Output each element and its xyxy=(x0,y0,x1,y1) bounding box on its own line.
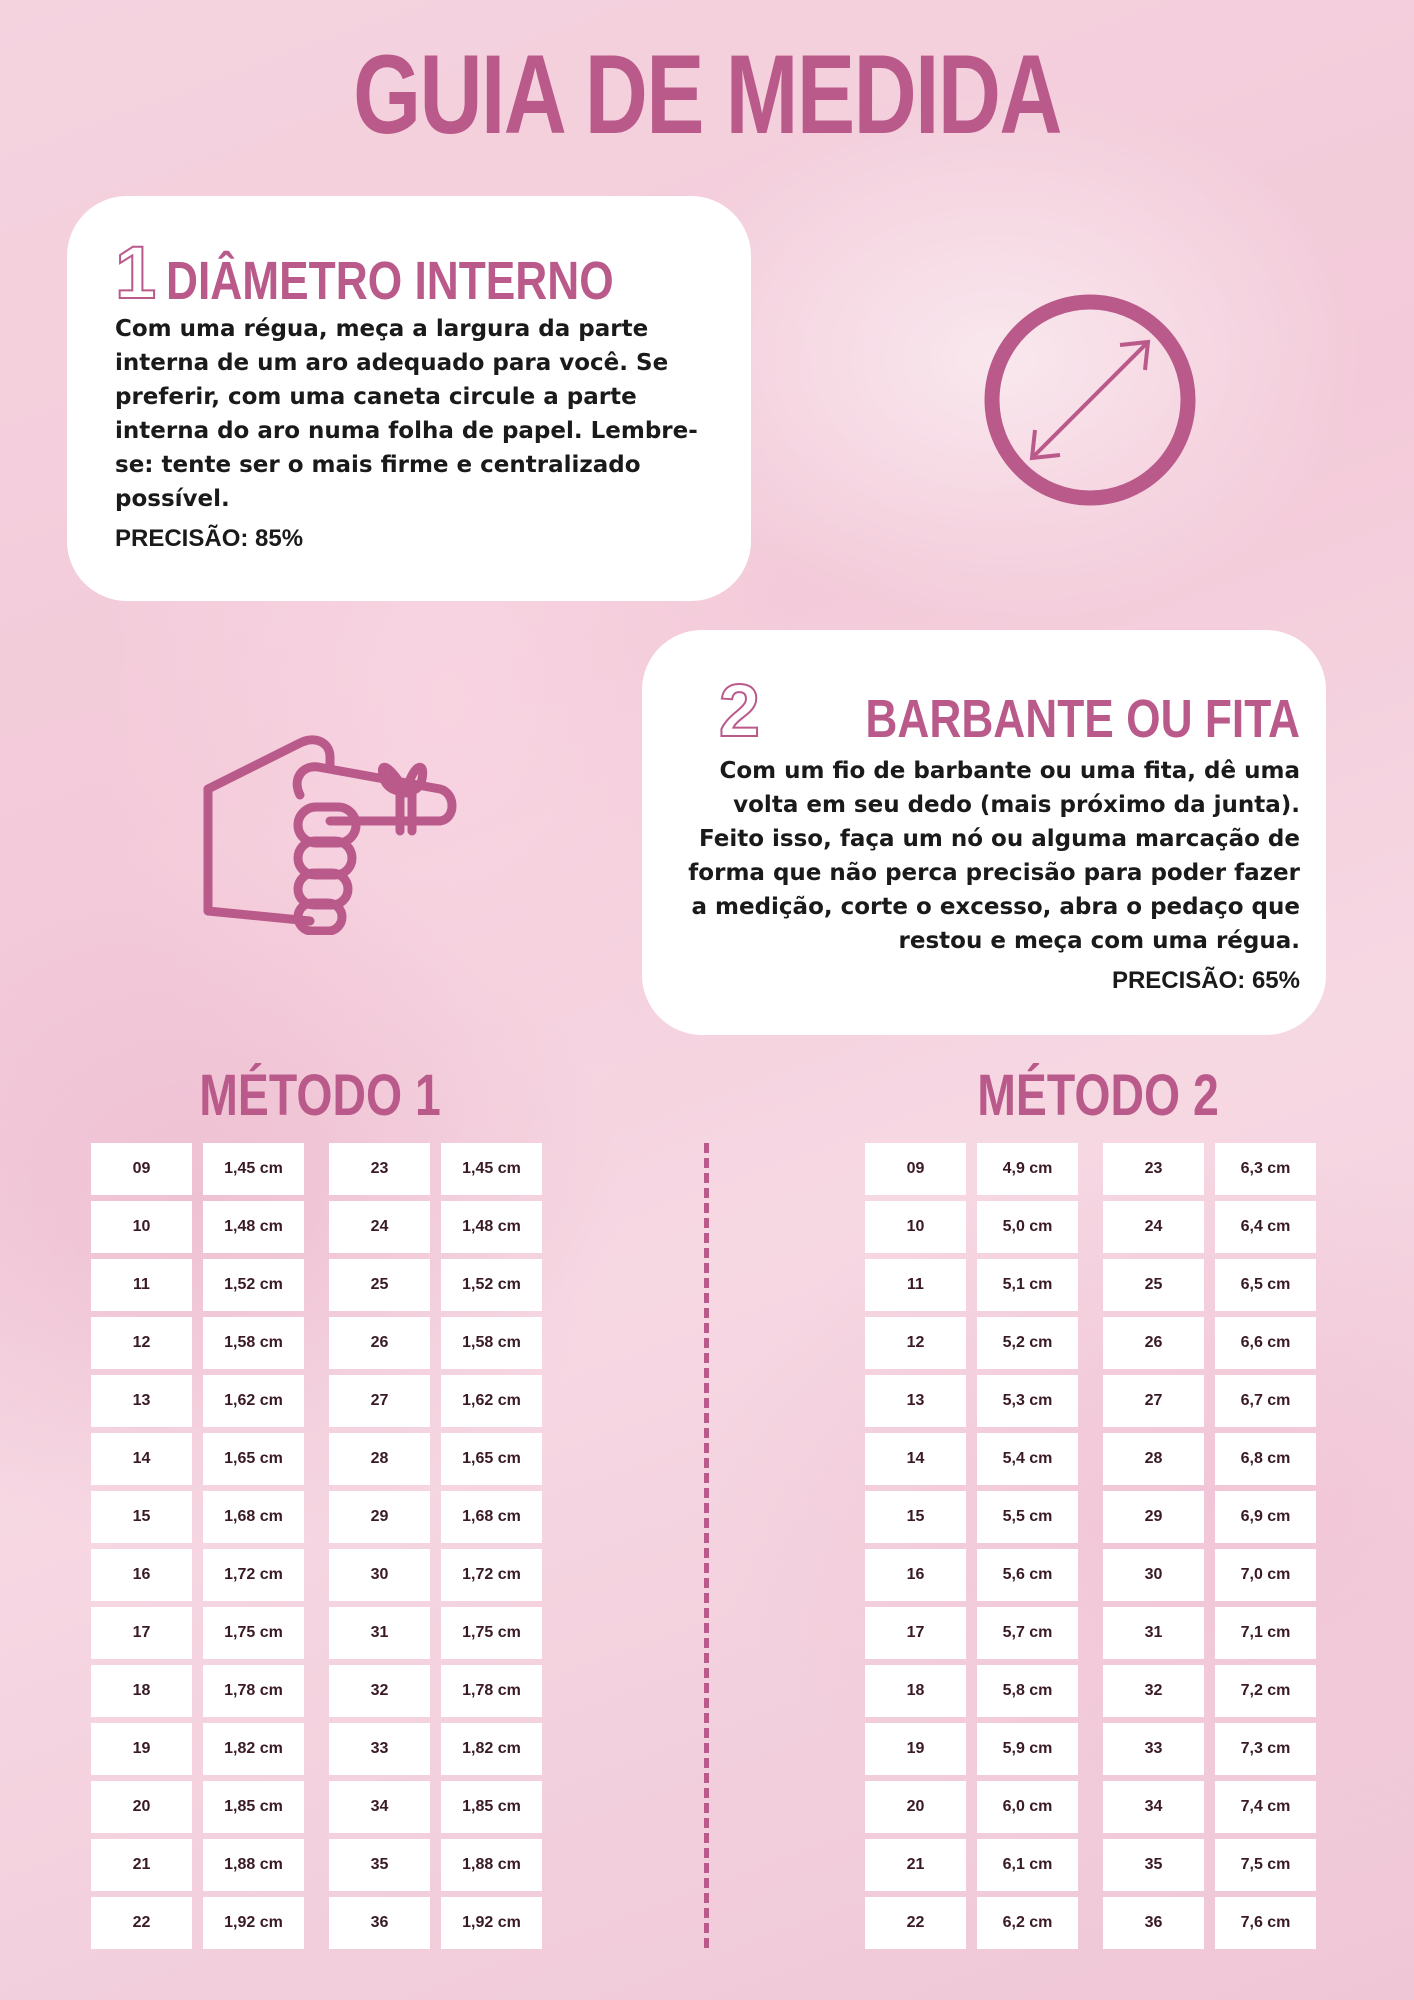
table-row xyxy=(91,1723,542,1775)
measure-cell: 5,6 cm xyxy=(977,1549,1078,1601)
card-heading: DIÂMETRO INTERNO xyxy=(166,251,614,311)
measure-cell: 6,0 cm xyxy=(977,1781,1078,1833)
ring-size-cell: 27 xyxy=(1103,1375,1204,1427)
measure-cell: 1,62 cm xyxy=(441,1375,542,1427)
measure-cell: 1,48 cm xyxy=(203,1201,304,1253)
table-row xyxy=(865,1375,1316,1427)
measure-cell: 6,4 cm xyxy=(1215,1201,1316,1253)
ring-size-cell: 09 xyxy=(865,1143,966,1195)
measure-cell: 1,48 cm xyxy=(441,1201,542,1253)
table-row xyxy=(91,1143,542,1195)
measure-cell: 1,88 cm xyxy=(203,1839,304,1891)
measure-cell: 6,2 cm xyxy=(977,1897,1078,1949)
table-row xyxy=(91,1839,542,1891)
finger-string-icon xyxy=(200,735,460,935)
ring-size-cell: 36 xyxy=(329,1897,430,1949)
ring-size-cell: 34 xyxy=(329,1781,430,1833)
table-row xyxy=(865,1201,1316,1253)
table-row xyxy=(865,1259,1316,1311)
ring-size-cell: 20 xyxy=(865,1781,966,1833)
table-row xyxy=(865,1549,1316,1601)
measure-cell: 7,0 cm xyxy=(1215,1549,1316,1601)
method-2-title: MÉTODO 2 xyxy=(977,1063,1219,1128)
measure-cell: 1,92 cm xyxy=(441,1897,542,1949)
ring-size-cell: 21 xyxy=(91,1839,192,1891)
ring-size-cell: 30 xyxy=(1103,1549,1204,1601)
table-row xyxy=(865,1897,1316,1949)
ring-size-cell: 30 xyxy=(329,1549,430,1601)
measure-cell: 1,68 cm xyxy=(203,1491,304,1543)
ring-size-cell: 33 xyxy=(1103,1723,1204,1775)
measure-cell: 1,82 cm xyxy=(441,1723,542,1775)
ring-size-cell: 23 xyxy=(1103,1143,1204,1195)
ring-size-cell: 33 xyxy=(329,1723,430,1775)
measure-cell: 1,68 cm xyxy=(441,1491,542,1543)
ring-size-cell: 26 xyxy=(329,1317,430,1369)
ring-size-cell: 18 xyxy=(865,1665,966,1717)
ring-size-cell: 14 xyxy=(865,1433,966,1485)
ring-size-cell: 31 xyxy=(1103,1607,1204,1659)
ring-size-cell: 35 xyxy=(329,1839,430,1891)
ring-diameter-icon xyxy=(980,290,1200,510)
measure-cell: 7,1 cm xyxy=(1215,1607,1316,1659)
ring-size-cell: 13 xyxy=(865,1375,966,1427)
measure-cell: 1,52 cm xyxy=(441,1259,542,1311)
measure-cell: 1,58 cm xyxy=(441,1317,542,1369)
measure-cell: 7,6 cm xyxy=(1215,1897,1316,1949)
table-row xyxy=(91,1201,542,1253)
table-row xyxy=(865,1665,1316,1717)
table-row xyxy=(865,1143,1316,1195)
ring-size-cell: 19 xyxy=(91,1723,192,1775)
measure-cell: 4,9 cm xyxy=(977,1143,1078,1195)
measure-cell: 1,85 cm xyxy=(203,1781,304,1833)
measure-cell: 6,3 cm xyxy=(1215,1143,1316,1195)
measure-cell: 1,88 cm xyxy=(441,1839,542,1891)
card-header xyxy=(115,231,712,314)
ring-size-cell: 35 xyxy=(1103,1839,1204,1891)
measure-cell: 6,9 cm xyxy=(1215,1491,1316,1543)
table-row xyxy=(865,1317,1316,1369)
measure-cell: 1,62 cm xyxy=(203,1375,304,1427)
measure-cell: 6,8 cm xyxy=(1215,1433,1316,1485)
ring-size-cell: 11 xyxy=(91,1259,192,1311)
ring-size-cell: 28 xyxy=(329,1433,430,1485)
ring-size-cell: 31 xyxy=(329,1607,430,1659)
ring-size-cell: 24 xyxy=(1103,1201,1204,1253)
measure-cell: 1,72 cm xyxy=(441,1549,542,1601)
table-row xyxy=(865,1723,1316,1775)
measure-cell: 1,78 cm xyxy=(203,1665,304,1717)
table-row xyxy=(91,1433,542,1485)
ring-size-cell: 25 xyxy=(1103,1259,1204,1311)
step-number: 2 xyxy=(718,669,761,752)
ring-size-cell: 12 xyxy=(91,1317,192,1369)
ring-size-cell: 29 xyxy=(1103,1491,1204,1543)
table-row xyxy=(91,1781,542,1833)
ring-size-cell: 10 xyxy=(91,1201,192,1253)
ring-size-cell: 18 xyxy=(91,1665,192,1717)
ring-size-cell: 23 xyxy=(329,1143,430,1195)
ring-size-cell: 11 xyxy=(865,1259,966,1311)
measure-cell: 1,52 cm xyxy=(203,1259,304,1311)
measure-cell: 1,75 cm xyxy=(203,1607,304,1659)
measure-cell: 1,82 cm xyxy=(203,1723,304,1775)
ring-size-cell: 17 xyxy=(865,1607,966,1659)
measure-cell: 5,2 cm xyxy=(977,1317,1078,1369)
ring-size-cell: 29 xyxy=(329,1491,430,1543)
card-header xyxy=(718,669,1300,752)
precision-label: PRECISÃO: 85% xyxy=(115,525,304,552)
measure-cell: 7,4 cm xyxy=(1215,1781,1316,1833)
ring-size-cell: 25 xyxy=(329,1259,430,1311)
ring-size-cell: 26 xyxy=(1103,1317,1204,1369)
ring-size-cell: 13 xyxy=(91,1375,192,1427)
measure-cell: 1,85 cm xyxy=(441,1781,542,1833)
ring-size-cell: 28 xyxy=(1103,1433,1204,1485)
table-row xyxy=(91,1897,542,1949)
ring-size-cell: 09 xyxy=(91,1143,192,1195)
table-row xyxy=(91,1317,542,1369)
measure-cell: 1,65 cm xyxy=(441,1433,542,1485)
table-row xyxy=(865,1433,1316,1485)
table-row xyxy=(865,1491,1316,1543)
table-row xyxy=(91,1665,542,1717)
method-card-string-tape xyxy=(642,630,1326,1035)
ring-size-cell: 36 xyxy=(1103,1897,1204,1949)
method-1-table xyxy=(91,1143,542,1955)
ring-size-cell: 14 xyxy=(91,1433,192,1485)
ring-size-cell: 27 xyxy=(329,1375,430,1427)
card-text: Com uma régua, meça a largura da parte interna de um aro adequado para você. Se preferir, com uma caneta circule a parte interna do aro numa folha de papel. Lembre-se: tente ser o mais firme e centralizado possível. xyxy=(115,316,698,512)
ring-size-cell: 10 xyxy=(865,1201,966,1253)
measure-cell: 1,65 cm xyxy=(203,1433,304,1485)
measure-cell: 1,72 cm xyxy=(203,1549,304,1601)
ring-size-cell: 16 xyxy=(865,1549,966,1601)
step-number: 1 xyxy=(115,231,157,314)
measure-cell: 7,5 cm xyxy=(1215,1839,1316,1891)
precision-label: PRECISÃO: 65% xyxy=(1111,967,1300,994)
measure-cell: 6,5 cm xyxy=(1215,1259,1316,1311)
measure-cell: 6,1 cm xyxy=(977,1839,1078,1891)
table-row xyxy=(91,1375,542,1427)
ring-size-cell: 32 xyxy=(329,1665,430,1717)
ring-size-cell: 17 xyxy=(91,1607,192,1659)
measure-cell: 5,8 cm xyxy=(977,1665,1078,1717)
ring-size-cell: 19 xyxy=(865,1723,966,1775)
measure-cell: 5,1 cm xyxy=(977,1259,1078,1311)
table-row xyxy=(91,1491,542,1543)
card-description xyxy=(670,754,1300,998)
measure-cell: 1,45 cm xyxy=(441,1143,542,1195)
measure-cell: 1,92 cm xyxy=(203,1897,304,1949)
page-title: GUIA DE MEDIDA xyxy=(353,32,1061,157)
card-text: Com um fio de barbante ou uma fita, dê uma volta em seu dedo (mais próximo da junta). Feito isso, faça um nó ou alguma marcação de forma que não perca precisão para poder fazer a medição, corte o excesso, abra o pedaço que restou e meça com uma régua. xyxy=(688,758,1300,954)
ring-size-cell: 22 xyxy=(91,1897,192,1949)
measure-cell: 5,7 cm xyxy=(977,1607,1078,1659)
measure-cell: 5,0 cm xyxy=(977,1201,1078,1253)
method-1-title: MÉTODO 1 xyxy=(199,1063,441,1128)
table-row xyxy=(865,1839,1316,1891)
measure-cell: 6,6 cm xyxy=(1215,1317,1316,1369)
card-description xyxy=(115,312,715,556)
ring-size-cell: 34 xyxy=(1103,1781,1204,1833)
ring-size-cell: 15 xyxy=(91,1491,192,1543)
method-2-table xyxy=(865,1143,1316,1955)
ring-size-cell: 22 xyxy=(865,1897,966,1949)
measure-cell: 5,4 cm xyxy=(977,1433,1078,1485)
ring-size-cell: 24 xyxy=(329,1201,430,1253)
measure-cell: 5,5 cm xyxy=(977,1491,1078,1543)
measure-cell: 5,3 cm xyxy=(977,1375,1078,1427)
table-row xyxy=(91,1607,542,1659)
ring-size-cell: 20 xyxy=(91,1781,192,1833)
measure-cell: 5,9 cm xyxy=(977,1723,1078,1775)
ring-size-cell: 12 xyxy=(865,1317,966,1369)
dashed-divider xyxy=(704,1143,709,1948)
measure-cell: 1,45 cm xyxy=(203,1143,304,1195)
ring-size-cell: 15 xyxy=(865,1491,966,1543)
measure-cell: 7,3 cm xyxy=(1215,1723,1316,1775)
card-heading: BARBANTE OU FITA xyxy=(865,689,1300,749)
measure-cell: 1,78 cm xyxy=(441,1665,542,1717)
measure-cell: 7,2 cm xyxy=(1215,1665,1316,1717)
method-card-inner-diameter xyxy=(67,196,751,601)
ring-size-cell: 21 xyxy=(865,1839,966,1891)
ring-size-cell: 16 xyxy=(91,1549,192,1601)
measure-cell: 6,7 cm xyxy=(1215,1375,1316,1427)
table-row xyxy=(865,1607,1316,1659)
table-row xyxy=(865,1781,1316,1833)
ring-size-cell: 32 xyxy=(1103,1665,1204,1717)
table-row xyxy=(91,1549,542,1601)
measure-cell: 1,58 cm xyxy=(203,1317,304,1369)
table-row xyxy=(91,1259,542,1311)
measure-cell: 1,75 cm xyxy=(441,1607,542,1659)
